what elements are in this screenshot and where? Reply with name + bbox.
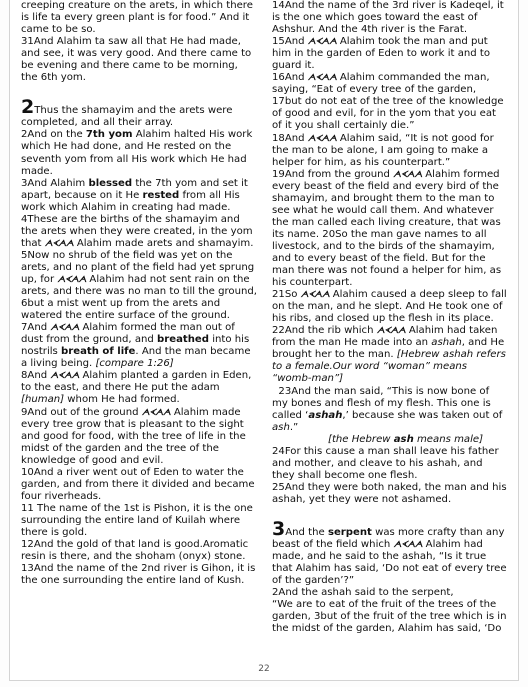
verse-2-7: 7And ᗅᗉᗅᗅ Alahim formed the man out of dust from the ground, and breathed into his nostrils breath of life. And the man became a living being. [compare 1:26] (21, 322, 251, 370)
page-number: 22 (258, 664, 270, 674)
divine-name: ᗅᗉᗅᗅ (376, 326, 406, 337)
verse-2-14: 14And the name of the 3rd river is Kadeqel, it is the one which goes toward the east of Ashshur. And the 4th river is the Farat. (272, 0, 504, 36)
verse-2-15: 15And ᗅᗉᗅᗅ Alahim took the man and put him in the garden of Eden to work it and to guard it. (272, 36, 491, 72)
divine-name: ᗅᗉᗅᗅ (307, 37, 337, 48)
divine-name: ᗅᗉᗅᗅ (50, 323, 80, 334)
verse-2-8: 8And ᗅᗉᗅᗅ Alahim planted a garden in Eden, to the east, and there He put the adam [human] whom He had formed. (21, 370, 252, 406)
verse-2-12: 12And the gold of that land is good.Aromatic resin is there, and the shoham (onyx) stone. (21, 539, 249, 563)
verse-1-31: 31And Alahim ta saw all that He had made, and see, it was very good. And there came to be evening and there came to be morning, the 6th yom. (21, 36, 252, 84)
verse-2-11: 11 The name of the 1st is Pishon, it is the one surrounding the entire land of Kuilah where there is gold. (21, 502, 253, 538)
verse-3-2: 2And the ashah said to the serpent, (272, 587, 454, 599)
divine-name: ᗅᗉᗅᗅ (44, 238, 74, 249)
verse-2-10: 10And a river went out of Eden to water the garden, and from there it divided and became four riverheads. (21, 466, 255, 502)
verse-2-25: 25And they were both naked, the man and his ashah, yet they were not ashamed. (272, 481, 507, 505)
verse-2-2: 2And on the 7th yom Alahim halted His work which He had done, and He rested on the seventh yom from all His work which He had made. (21, 129, 253, 177)
chapter-3-opening: 3And the serpent was more crafty than any beast of the field which ᗅᗉᗅᗅ Alahim had made, and he said to the ashah, “Is it true that Alahim has said, ‘Do not eat of every tree of the garden’?” (272, 517, 507, 587)
verse-2-23: 23And the man said, “This is now bone of my bones and flesh of my flesh. This one is called ‘ashah,’ because she was taken out of ash.” (272, 385, 503, 433)
chapter-number-3: 3 (272, 517, 286, 540)
verse-3-2-cont: “We are to eat of the fruit of the trees of the garden, 3but of the fruit of the tree which is in the midst of the garden, Alahim has said, ‘Do (272, 599, 507, 635)
verse-1-continued: creeping creature on the arets, in which there is life ta every green plant is for food.” And it came to be so. (21, 0, 253, 36)
annotation: [Hebrew ashah refers to a female.Our word “woman” means “womb-man”] (272, 349, 506, 385)
divine-name: ᗅᗉᗅᗅ (393, 169, 423, 180)
verse-2-13: 13And the name of the 2nd river is Gihon, it is the one surrounding the entire land of Kush. (21, 563, 256, 587)
verse-2-21: 21So ᗅᗉᗅᗅ Alahim caused a deep sleep to fall on the man, and he slept. And He took one of his ribs, and closed up the flesh in its place. (272, 289, 507, 325)
annotation: [human] (21, 394, 65, 406)
cross-reference: [compare 1:26] (95, 358, 174, 370)
verse-2-9: 9And out of the ground ᗅᗉᗅᗅ Alahim made every tree grow that is pleasant to the sight and good for food, with the tree of life in the midst of the garden and the tree of the knowledge of good and evil. (21, 406, 246, 466)
divine-name: ᗅᗉᗅᗅ (57, 274, 87, 285)
verse-2-19: 19And from the ground ᗅᗉᗅᗅ Alahim formed every beast of the field and every bird of the shamayim, and brought them to the man to see what he would call them. And whatever the man called each living creature, that was its name. 20So the man gave names to all livestock, and to the birds of the shamayim, and to every beast of the field. But for the man there was not found a helper for him, as his counterpart. (272, 168, 502, 289)
divine-name: ᗅᗉᗅᗅ (300, 290, 330, 301)
annotation-ash: [the Hebrew ash means male] (328, 433, 484, 445)
chapter-number-2: 2 (21, 96, 35, 119)
verse-2-5: 5Now no shrub of the field was yet on the arets, and no plant of the field had yet sprung up, for ᗅᗉᗅᗅ Alahim had not sent rain on the arets, and there was no man to till the ground, 6but a mist went up from the arets and watered the entire surface of the ground. (21, 249, 257, 322)
bible-page (9, 0, 519, 681)
right-column (272, 0, 508, 635)
divine-name: ᗅᗉᗅᗅ (307, 133, 337, 144)
divine-name: ᗅᗉᗅᗅ (141, 407, 171, 418)
verse-2-4: 4These are the births of the shamayim and the arets when they were created, in the yom that ᗅᗉᗅᗅ Alahim made arets and shamayim. (21, 213, 254, 249)
left-column (21, 0, 257, 587)
verse-2-18: 18And ᗅᗉᗅᗅ Alahim said, “It is not good for the man to be alone, I am going to make a helper for him, as his counterpart.” (272, 132, 494, 168)
verse-2-16: 16And ᗅᗉᗅᗅ Alahim commanded the man, saying, “Eat of every tree of the garden, 17but do not eat of the tree of the knowledge of good and evil, for in the yom that you eat of it you shall certainly die.” (272, 72, 504, 132)
divine-name: ᗅᗉᗅᗅ (50, 371, 80, 382)
verse-2-22: 22And the rib which ᗅᗉᗅᗅ Alahim had taken from the man He made into an ashah, and He brought her to the man. [Hebrew ashah refers to a female.Our word “woman” means “womb-man”] (272, 325, 506, 385)
chapter-2-opening: 2Thus the shamayim and the arets were completed, and all their array. (21, 96, 233, 129)
verse-2-3: 3And Alahim blessed the 7th yom and set it apart, because on it He rested from all His work which Alahim in creating had made. (21, 177, 248, 213)
divine-name: ᗅᗉᗅᗅ (307, 73, 337, 84)
divine-name: ᗅᗉᗅᗅ (393, 540, 423, 551)
verse-2-24: 24For this cause a man shall leave his father and mother, and cleave to his ashah, and they shall become one flesh. (272, 445, 499, 481)
